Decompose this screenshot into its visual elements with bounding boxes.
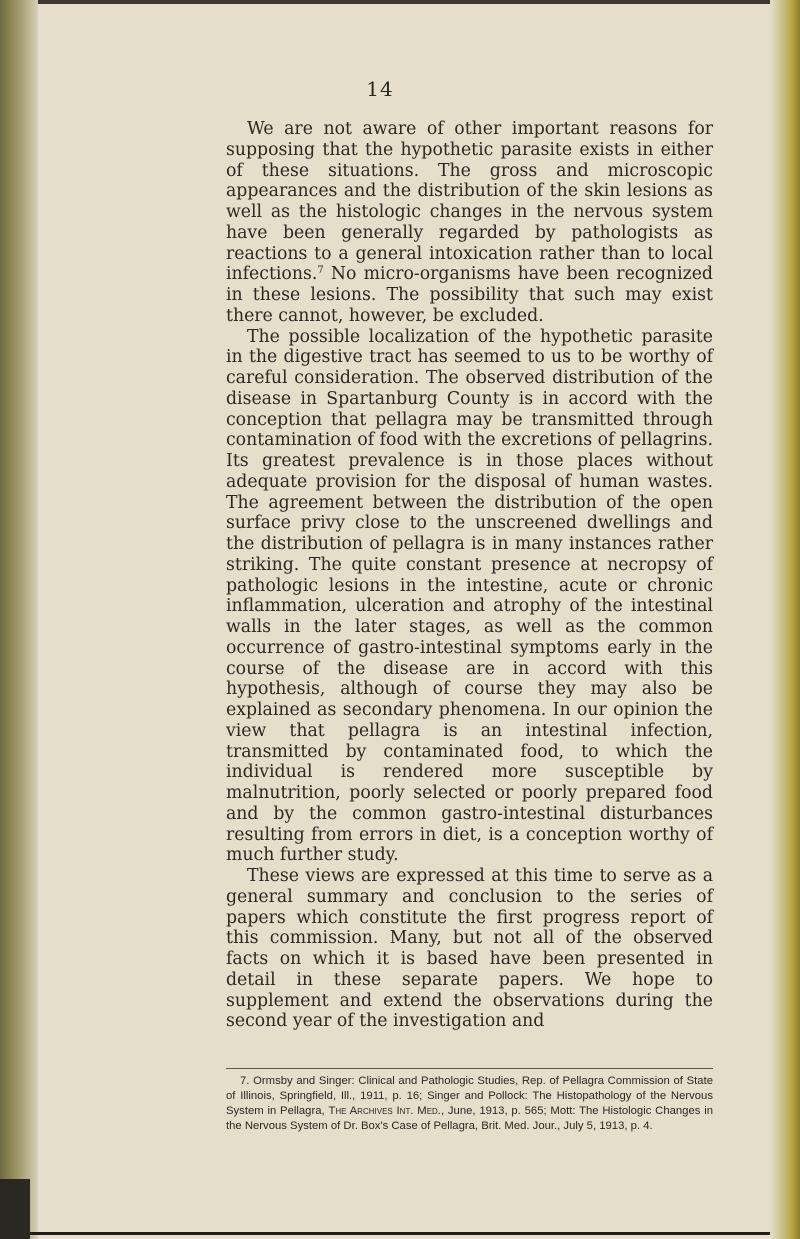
- body-text: [226, 119, 713, 1032]
- paragraph-1: [226, 119, 713, 327]
- paragraph-1-text: We are not aware of other important reasons for supposing that the hypothetic parasite exists in either of these situations. The gross and microscopic appearances and the distribution of the skin lesions as well as the histologic changes in the nervous system have been generally regarded by pathologists as reactions to a general intoxication rather than to local infections.: [226, 119, 713, 285]
- footnotes: [226, 1074, 713, 1134]
- paragraph-2: The possible localization of the hypothetic parasite in the digestive tract has seemed to us to be worthy of careful consideration. The observed distribution of the disease in Spartanburg County is in accord with the conception that pellagra may be transmitted through contamination of food with the excretions of pellagrins. Its greatest prevalence is in those places without adequate provision for the disposal of human wastes. The agreement between the distribution of the open surface privy close to the unscreened dwellings and the distribution of pellagra is in many instances rather striking. The quite constant presence at necropsy of pathologic lesions in the intestine, acute or chronic inflammation, ulceration and atrophy of the intestinal walls in the later stages, as well as the common occurrence of gastro-intestinal symptoms early in the course of the disease are in accord with this hypothesis, although of course they may also be explained as secondary phenomena. In our opinion the view that pellagra is an intestinal infection, transmitted by contaminated food, to which the individual is rendered more susceptible by malnutrition, poorly selected or poorly prepared food and by the common gastro-intestinal disturbances resulting from errors in diet, is a conception worthy of much further study.: [226, 326, 713, 866]
- scan-bottom-edge: [30, 1232, 770, 1235]
- scan-binding-edge: [0, 0, 38, 1239]
- footnote-ref-7[interactable]: 7: [317, 265, 324, 277]
- scan-top-edge: [0, 0, 800, 4]
- footnote-7-lead: 7. Ormsby and Singer: Clinical and Pathologic Studies, Rep. of Pellagra Commission of State of Illinois, Springfield, Ill., 1911, p. 16; Singer and Pollock: The Histopathology of the Nervous System in Pellagra,: [226, 1075, 713, 1117]
- footnote-divider: [226, 1068, 713, 1069]
- paragraph-1-tail: No micro-organisms have been recognized in these lesions. The possibility that such may exist there cannot, however, be excluded.: [226, 264, 713, 326]
- footnote-7: [226, 1074, 713, 1134]
- footnote-7-journal: The Archives Int. Med.: [328, 1105, 441, 1117]
- page-number: 14: [366, 77, 394, 101]
- footnote-7-tail: , June, 1913, p. 565; Mott: The Histologic Changes in the Nervous System of Dr. Box's Case of Pellagra, Brit. Med. Jour., July 5, 1913, p. 4.: [226, 1105, 713, 1132]
- paragraph-3: These views are expressed at this time to serve as a general summary and conclusion to the series of papers which constitute the first progress report of this commission. Many, but not all of the observed facts on which it is based have been presented in detail in these separate papers. We hope to supplement and extend the observations during the second year of the investigation and: [226, 866, 713, 1032]
- scan-right-edge: [770, 0, 800, 1239]
